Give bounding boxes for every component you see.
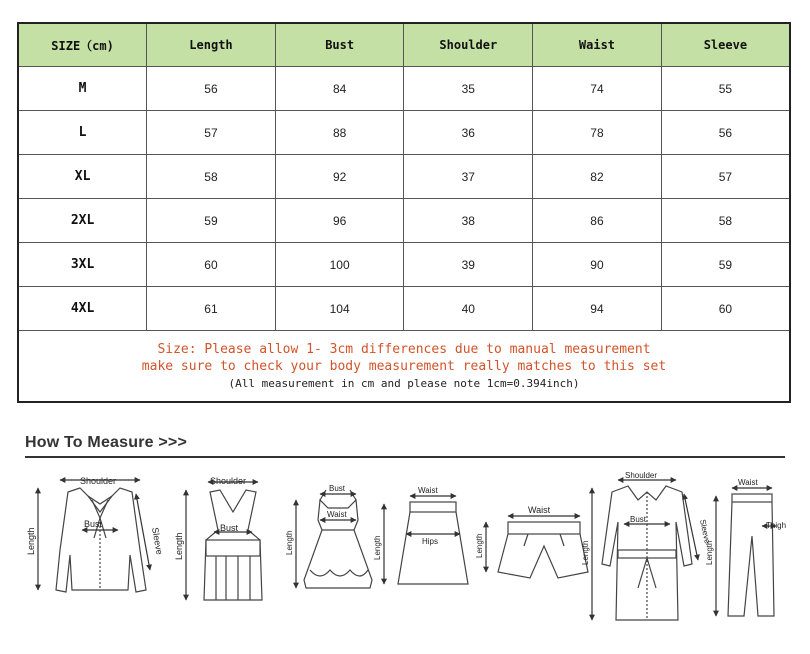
note-line-1: Size: Please allow 1- 3cm differences due to manual measurement [157,341,651,357]
cell-shoulder: 36 [404,111,533,155]
cell-shoulder: 40 [404,287,533,331]
cell-bust: 96 [275,199,404,243]
table-row [18,67,790,111]
pants-thigh-label: Thigh [766,521,787,530]
how-to-measure-figures [20,460,795,640]
cell-size: L [18,111,147,155]
dress-figure [296,490,372,588]
dress-waist-label: Waist [327,510,347,519]
notes-row [18,331,790,403]
cell-length: 58 [147,155,276,199]
skirt-length-label: Length [373,535,382,560]
cell-size: 4XL [18,287,147,331]
vest-figure [186,482,262,600]
header-length: Length [147,23,276,67]
cell-waist: 90 [533,243,662,287]
cell-bust: 84 [275,67,404,111]
shorts-figure [486,516,588,578]
note-line-2: make sure to check your body measurement really matches to this set [141,358,667,374]
coat-shoulder-label: Shoulder [625,471,658,480]
table-row [18,243,790,287]
cell-waist: 74 [533,67,662,111]
shirt-length-label: Length [26,527,36,555]
cell-bust: 104 [275,287,404,331]
cell-shoulder: 38 [404,199,533,243]
cell-sleeve: 58 [661,199,790,243]
cell-size: M [18,67,147,111]
header-shoulder: Shoulder [404,23,533,67]
coat-sleeve-label: Sleeve [698,518,712,545]
vest-bust-label: Bust [220,523,239,533]
cell-waist: 86 [533,199,662,243]
table-row [18,111,790,155]
header-waist: Waist [533,23,662,67]
note-line-3: (All measurement in cm and please note 1cm=0.394inch) [228,376,580,390]
how-to-measure-title: How To Measure >>> [25,434,188,451]
size-chart-table [17,22,791,403]
header-sleeve: Sleeve [661,23,790,67]
cell-waist: 82 [533,155,662,199]
coat-length-label: Length [581,540,590,565]
cell-size: 2XL [18,199,147,243]
shorts-waist-label: Waist [528,505,551,515]
cell-size: 3XL [18,243,147,287]
cell-bust: 100 [275,243,404,287]
cell-shoulder: 37 [404,155,533,199]
dress-length-label: Length [285,530,294,555]
coat-figure [592,480,698,620]
skirt-waist-label: Waist [418,486,438,495]
header-bust: Bust [275,23,404,67]
cell-length: 60 [147,243,276,287]
cell-bust: 92 [275,155,404,199]
cell-length: 57 [147,111,276,155]
table-header-row [18,23,790,67]
section-divider [25,456,785,458]
cell-sleeve: 60 [661,287,790,331]
table-row [18,155,790,199]
pants-waist-label: Waist [738,478,758,487]
cell-length: 61 [147,287,276,331]
cell-bust: 88 [275,111,404,155]
table-row [18,287,790,331]
shorts-length-label: Length [475,533,484,558]
cell-length: 59 [147,199,276,243]
cell-length: 56 [147,67,276,111]
skirt-hips-label: Hips [422,537,439,546]
cell-waist: 94 [533,287,662,331]
shirt-shoulder-label: Shoulder [80,476,117,486]
cell-shoulder: 35 [404,67,533,111]
table-row [18,199,790,243]
cell-waist: 78 [533,111,662,155]
cell-sleeve: 56 [661,111,790,155]
pants-figure [716,488,776,616]
shirt-bust-label: Bust [84,519,103,529]
dress-bust-label: Bust [329,484,346,493]
notes-cell [18,331,790,403]
vest-length-label: Length [174,532,184,560]
shirt-figure [38,480,150,592]
shirt-sleeve-label: Sleeve [150,526,165,556]
pants-length-label: Length [705,540,714,565]
cell-sleeve: 57 [661,155,790,199]
cell-shoulder: 39 [404,243,533,287]
cell-sleeve: 59 [661,243,790,287]
cell-size: XL [18,155,147,199]
cell-sleeve: 55 [661,67,790,111]
header-size: SIZE（cm) [18,23,147,67]
vest-shoulder-label: Shoulder [210,476,247,486]
coat-bust-label: Bust [630,515,647,524]
